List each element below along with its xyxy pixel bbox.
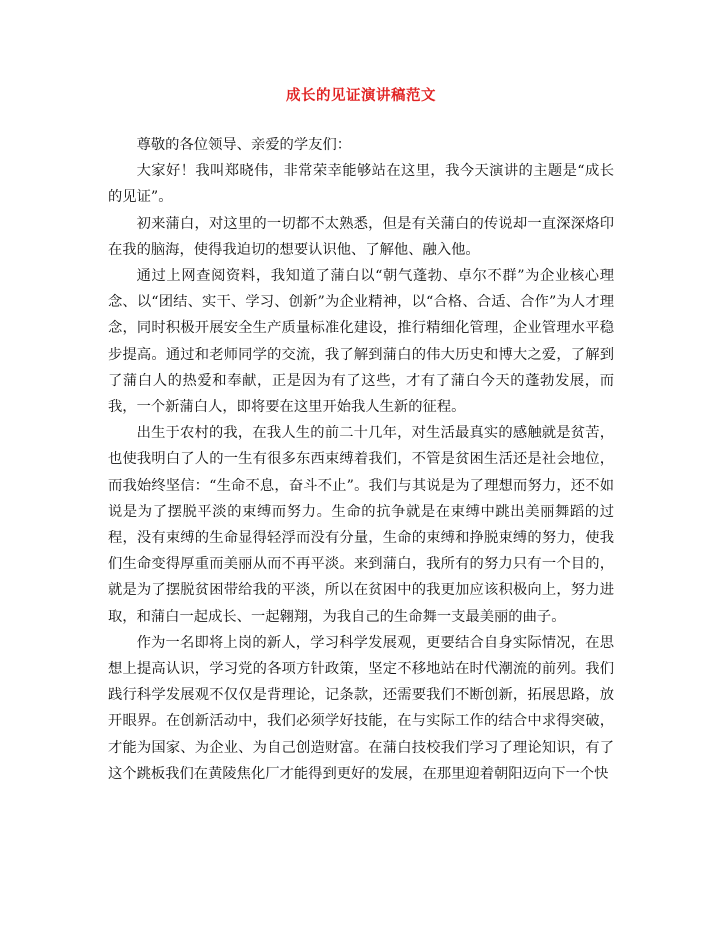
paragraph: 初来蒲白，对这里的一切都不太熟悉，但是有关蒲白的传说却一直深深烙印在我的脑海，使得我迫切的想要认识他、了解他、融入他。 <box>108 215 614 258</box>
document-title: 成长的见证演讲稿范文 <box>286 87 436 104</box>
salutation: 尊敬的各位领导、亲爱的学友们： <box>136 137 352 153</box>
paragraph: 作为一名即将上岗的新人，学习科学发展观，更要结合自身实际情况，在思想上提高认识，学习党的各项方针政策，坚定不移地站在时代潮流的前列。我们践行科学发展观不仅仅是背理论，记条款，还需要我们不断创新，拓展思路，放开眼界。在创新活动中，我们必须学好技能，在与实际工作的结合中求得突破，才能为国家、为企业、为自己创造财富。在蒲白技校我们学习了理论知识，有了这个跳板我们在黄陵焦化厂才能得到更好的发展，在那里迎着朝阳迈向下一个快 <box>108 634 614 782</box>
document-page <box>108 86 614 787</box>
document-body <box>108 132 614 787</box>
paragraph: 出生于农村的我，在我人生的前二十几年，对生活最真实的感触就是贫苦，也使我明白了人的一生有很多东西束缚着我们，不管是贫困生活还是社会地位，而我始终坚信：“生命不息，奋斗不止”。我们与其说是为了理想而努力，还不如说是为了摆脱平淡的束缚而努力。生命的抗争就是在束缚中跳出美丽舞蹈的过程，没有束缚的生命显得轻浮而没有分量，生命的束缚和挣脱束缚的努力，使我们生命变得厚重而美丽从而不再平淡。来到蒲白，我所有的努力只有一个目的，就是为了摆脱贫困带给我的平淡，所以在贫困中的我更加应该积极向上，努力进取，和蒲白一起成长、一起翱翔，为我自己的生命舞一支最美丽的曲子。 <box>108 425 614 625</box>
paragraph: 通过上网查阅资料，我知道了蒲白以“朝气蓬勃、卓尔不群”为企业核心理念、以“团结、实干、学习、创新”为企业精神，以“合格、合适、合作”为人才理念，同时积极开展安全生产质量标准化建设，推行精细化管理，企业管理水平稳步提高。通过和老师同学的交流，我了解到蒲白的伟大历史和博大之爱，了解到了蒲白人的热爱和奉献，正是因为有了这些，才有了蒲白今天的蓬勃发展，而我，一个新蒲白人，即将要在这里开始我人生新的征程。 <box>108 268 614 416</box>
paragraph: 大家好！我叫郑晓伟，非常荣幸能够站在这里，我今天演讲的主题是“成长的见证”。 <box>108 163 614 206</box>
